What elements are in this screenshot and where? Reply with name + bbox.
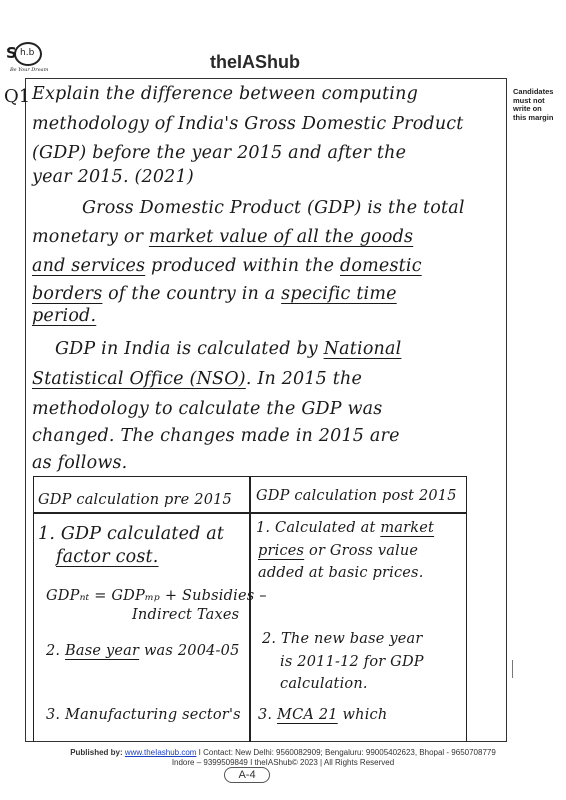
formula-line: GDPₙₜ = GDPₘₚ + Subsidies –: [46, 588, 267, 604]
logo-inner-text: h.b: [20, 48, 35, 58]
footer-contact: I Contact: New Delhi: 9560082909; Bengaluru: 99005402623, Bhopal - 9650708779: [196, 748, 496, 757]
answer-line: Gross Domestic Product (GDP) is the total: [82, 198, 465, 218]
answer-text: of the country in a: [102, 284, 282, 304]
underlined-text: prices: [258, 543, 305, 559]
post-cell-line: calculation.: [280, 676, 368, 692]
underlined-text: market: [380, 520, 435, 536]
pre-cell-line: [46, 643, 240, 659]
answer-line: [32, 284, 397, 304]
margin-note-line: Candidates: [513, 87, 554, 96]
footer-published-label: Published by:: [70, 748, 125, 757]
answer-text: . In 2015 the: [245, 369, 363, 389]
answer-line: as follows.: [32, 453, 128, 473]
question-line: year 2015. (2021): [32, 167, 194, 187]
underlined-text: MCA 21: [277, 707, 338, 723]
post-cell-line: added at basic prices.: [258, 565, 424, 581]
question-number: Q1: [4, 86, 31, 107]
logo-letter: S: [6, 44, 17, 62]
footer-line-1: [0, 748, 566, 757]
question-line: (GDP) before the year 2015 and after the: [32, 143, 407, 163]
margin-tick: [512, 660, 513, 678]
footer-line-2: Indore – 9399509849 I theIAShub© 2023 | All Rights Reserved: [171, 758, 395, 767]
question-line: methodology of India's Gross Domestic Product: [32, 114, 464, 134]
underlined-text: Base year: [65, 643, 140, 659]
answer-text: or Gross value: [304, 543, 419, 559]
answer-text: 1. Calculated at: [256, 520, 381, 536]
page-number: A-4: [224, 767, 270, 783]
brand-title: theIAShub: [210, 52, 300, 72]
answer-line: [32, 227, 413, 247]
logo: [2, 38, 52, 74]
margin-note: [513, 88, 563, 122]
underlined-text: and services: [32, 256, 146, 276]
underlined-text: market value of all the goods: [148, 227, 414, 247]
answer-line: [55, 339, 401, 359]
answer-line: [32, 369, 362, 389]
margin-note-line: this margin: [513, 112, 554, 122]
pre-cell-line: factor cost.: [56, 547, 159, 567]
underlined-text: National: [323, 339, 402, 359]
answer-text: GDP in India is calculated by: [55, 339, 324, 359]
answer-line: changed. The changes made in 2015 are: [32, 426, 400, 446]
answer-text: 2.: [46, 643, 66, 659]
answer-line: methodology to calculate the GDP was: [32, 399, 383, 419]
pre-cell-line: 1. GDP calculated at: [38, 524, 225, 544]
answer-text: which: [337, 707, 388, 723]
post-cell-line: [256, 520, 434, 536]
table-header-pre: GDP calculation pre 2015: [38, 492, 232, 508]
table-header-post: GDP calculation post 2015: [256, 488, 457, 504]
answer-text: 3.: [258, 707, 278, 723]
margin-note-line: must not: [513, 95, 545, 105]
answer-line: period.: [32, 306, 97, 326]
question-line: Explain the difference between computing: [32, 84, 418, 104]
underlined-text: specific time: [281, 284, 397, 304]
answer-text: produced within the: [145, 256, 340, 276]
answer-text: monetary or: [32, 227, 149, 247]
answer-line: [32, 256, 422, 276]
underlined-text: Statistical Office (NSO): [32, 369, 246, 389]
pre-cell-line: 3. Manufacturing sector's: [46, 707, 241, 723]
underlined-text: borders: [32, 284, 103, 304]
answer-text: was 2004-05: [139, 643, 240, 659]
margin-note-line: write on: [513, 104, 542, 113]
post-cell-line: is 2011-12 for GDP: [280, 654, 424, 670]
post-cell-line: 2. The new base year: [262, 631, 423, 647]
post-cell-line: [258, 543, 418, 559]
post-cell-line: [258, 707, 387, 723]
logo-tagline: Be Your Dream: [10, 67, 49, 73]
footer-website-link[interactable]: www.theIashub.com: [124, 748, 197, 757]
underlined-text: domestic: [340, 256, 422, 276]
formula-line: Indirect Taxes: [132, 607, 240, 623]
table-column-divider: [249, 476, 251, 742]
